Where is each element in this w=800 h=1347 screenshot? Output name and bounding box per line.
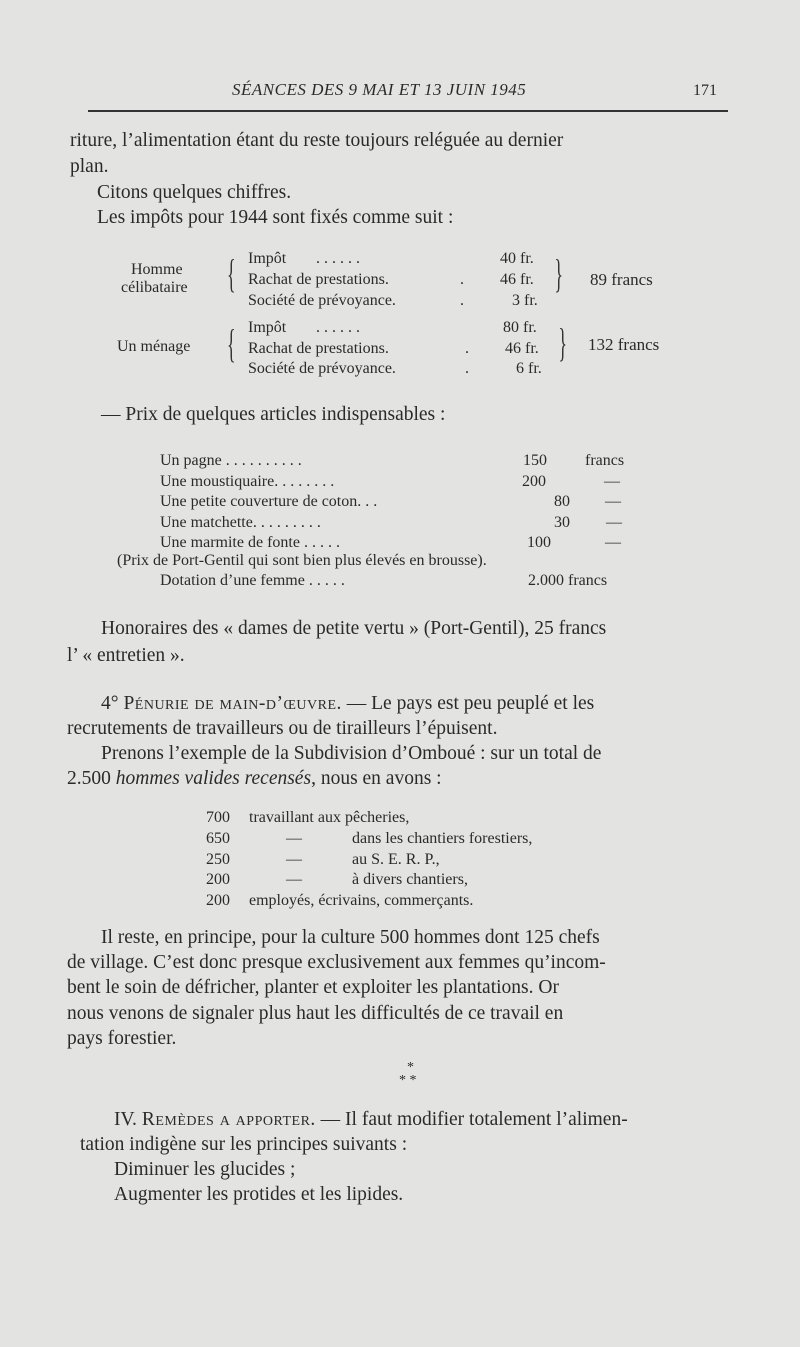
tax-group-label: Un ménage: [117, 338, 191, 355]
section-number: IV.: [114, 1109, 142, 1130]
right-brace: {: [558, 320, 567, 365]
paragraph-line: Citons quelques chiffres.: [97, 182, 292, 203]
worker-count: 200: [206, 871, 230, 888]
worker-count: 700: [206, 809, 230, 826]
page-number: 171: [693, 82, 717, 99]
section-title: Pénurie de main-d’œuvre.: [123, 693, 342, 714]
paragraph-line: Les impôts pour 1944 sont fixés comme suit :: [97, 207, 454, 228]
tax-amount: 40 fr.: [500, 250, 534, 267]
worker-count: 250: [206, 851, 230, 868]
item-unit: —: [604, 473, 620, 490]
paragraph-line: bent le soin de défricher, planter et exploiter les plantations. Or: [67, 977, 559, 998]
section-text: — Le pays est peu peuplé et les: [341, 693, 595, 714]
tax-amount: 6 fr.: [516, 360, 542, 377]
paragraph-line: Augmenter les protides et les lipides.: [114, 1184, 404, 1205]
paragraph-line: tation indigène sur les principes suivants :: [80, 1134, 408, 1155]
worker-text: employés, écrivains, commerçants.: [249, 892, 474, 909]
paragraph-line: recrutements de travailleurs ou de tirailleurs l’épuisent.: [67, 718, 498, 739]
item-label: Une matchette. . . . . . . . .: [160, 514, 321, 531]
left-brace: {: [227, 251, 236, 296]
paragraph-line: — Prix de quelques articles indispensables :: [101, 404, 446, 425]
item-price: 30: [554, 514, 570, 531]
tax-total: 89 francs: [590, 270, 653, 289]
paragraph-line: l’ « entretien ».: [67, 645, 185, 666]
dotation-label: Dotation d’une femme . . . . .: [160, 572, 345, 589]
tax-amount: 80 fr.: [503, 319, 537, 336]
tax-amount: 46 fr.: [500, 271, 534, 288]
item-unit: —: [606, 514, 622, 531]
section-text: — Il faut modifier totalement l’alimen-: [315, 1109, 628, 1130]
worker-text: à divers chantiers,: [352, 871, 468, 888]
tax-label: Impôt: [248, 319, 287, 336]
leader-dots: .: [465, 340, 469, 357]
section-heading-line: [101, 691, 594, 717]
tax-amount: 46 fr.: [505, 340, 539, 357]
leader-dots: .: [460, 292, 464, 309]
tax-label: Rachat de prestations.: [248, 340, 389, 357]
paragraph-line: riture, l’alimentation étant du reste toujours reléguée au dernier: [70, 130, 564, 151]
asterism-bottom: * *: [399, 1073, 417, 1088]
running-header: SÉANCES DES 9 MAI ET 13 JUIN 1945: [232, 80, 527, 99]
paragraph-line: de village. C’est donc presque exclusivement aux femmes qu’incom-: [67, 952, 606, 973]
paragraph-line: Il reste, en principe, pour la culture 500 hommes dont 125 chefs: [101, 927, 600, 948]
tax-label: Rachat de prestations.: [248, 271, 389, 288]
tax-total: 132 francs: [588, 335, 660, 354]
text-span: , nous en avons :: [311, 768, 442, 789]
right-brace: {: [554, 251, 563, 296]
leader-dots: .: [460, 271, 464, 288]
tax-label: Impôt: [248, 250, 287, 267]
section-heading-line: [114, 1107, 628, 1133]
item-price: 80: [554, 493, 570, 510]
paragraph-line: Diminuer les glucides ;: [114, 1159, 296, 1180]
worker-count: 650: [206, 830, 230, 847]
item-label: Une marmite de fonte . . . . .: [160, 534, 340, 551]
section-title: Remèdes a apporter.: [141, 1109, 316, 1130]
item-unit: francs: [585, 452, 625, 469]
item-label: Un pagne . . . . . . . . . .: [160, 452, 302, 469]
item-label: Une petite couverture de coton. . .: [160, 493, 378, 510]
tax-group-label: Homme: [131, 261, 183, 278]
worker-text: au S. E. R. P.,: [352, 851, 440, 868]
ditto-dash: —: [286, 830, 302, 847]
paragraph-line: [67, 766, 442, 792]
item-unit: —: [605, 534, 621, 551]
item-unit: —: [605, 493, 621, 510]
worker-text: travaillant aux pêcheries,: [249, 809, 410, 826]
leader-dots: .: [465, 360, 469, 377]
italic-text: hommes valides recensés: [115, 768, 312, 789]
tax-label: Société de prévoyance.: [248, 360, 396, 377]
text-span: 2.500: [67, 768, 116, 789]
tax-group-label: célibataire: [121, 279, 188, 296]
section-number: 4°: [101, 693, 124, 714]
tax-label: Société de prévoyance.: [248, 292, 396, 309]
leader-dots: . . . . . .: [316, 319, 360, 336]
item-price: 150: [523, 452, 547, 469]
paragraph-line: plan.: [70, 156, 109, 177]
tax-amount: 3 fr.: [512, 292, 538, 309]
ditto-dash: —: [286, 871, 302, 888]
worker-count: 200: [206, 892, 230, 909]
paragraph-line: Prenons l’exemple de la Subdivision d’Omboué : sur un total de: [101, 743, 602, 764]
item-label: Une moustiquaire. . . . . . . .: [160, 473, 335, 490]
asterism-top: *: [407, 1060, 414, 1075]
item-price: 200: [522, 473, 546, 490]
worker-text: dans les chantiers forestiers,: [352, 830, 533, 847]
left-brace: {: [227, 321, 236, 366]
dotation-value: 2.000 francs: [528, 572, 608, 589]
ditto-dash: —: [286, 851, 302, 868]
paragraph-line: Honoraires des « dames de petite vertu » (Port-Gentil), 25 francs: [101, 618, 607, 639]
header-rule: [88, 110, 728, 112]
item-price: 100: [527, 534, 551, 551]
leader-dots: . . . . . .: [316, 250, 360, 267]
price-note: (Prix de Port-Gentil qui sont bien plus élevés en brousse).: [117, 552, 487, 569]
paragraph-line: pays forestier.: [67, 1028, 177, 1049]
paragraph-line: nous venons de signaler plus haut les difficultés de ce travail en: [67, 1003, 564, 1024]
